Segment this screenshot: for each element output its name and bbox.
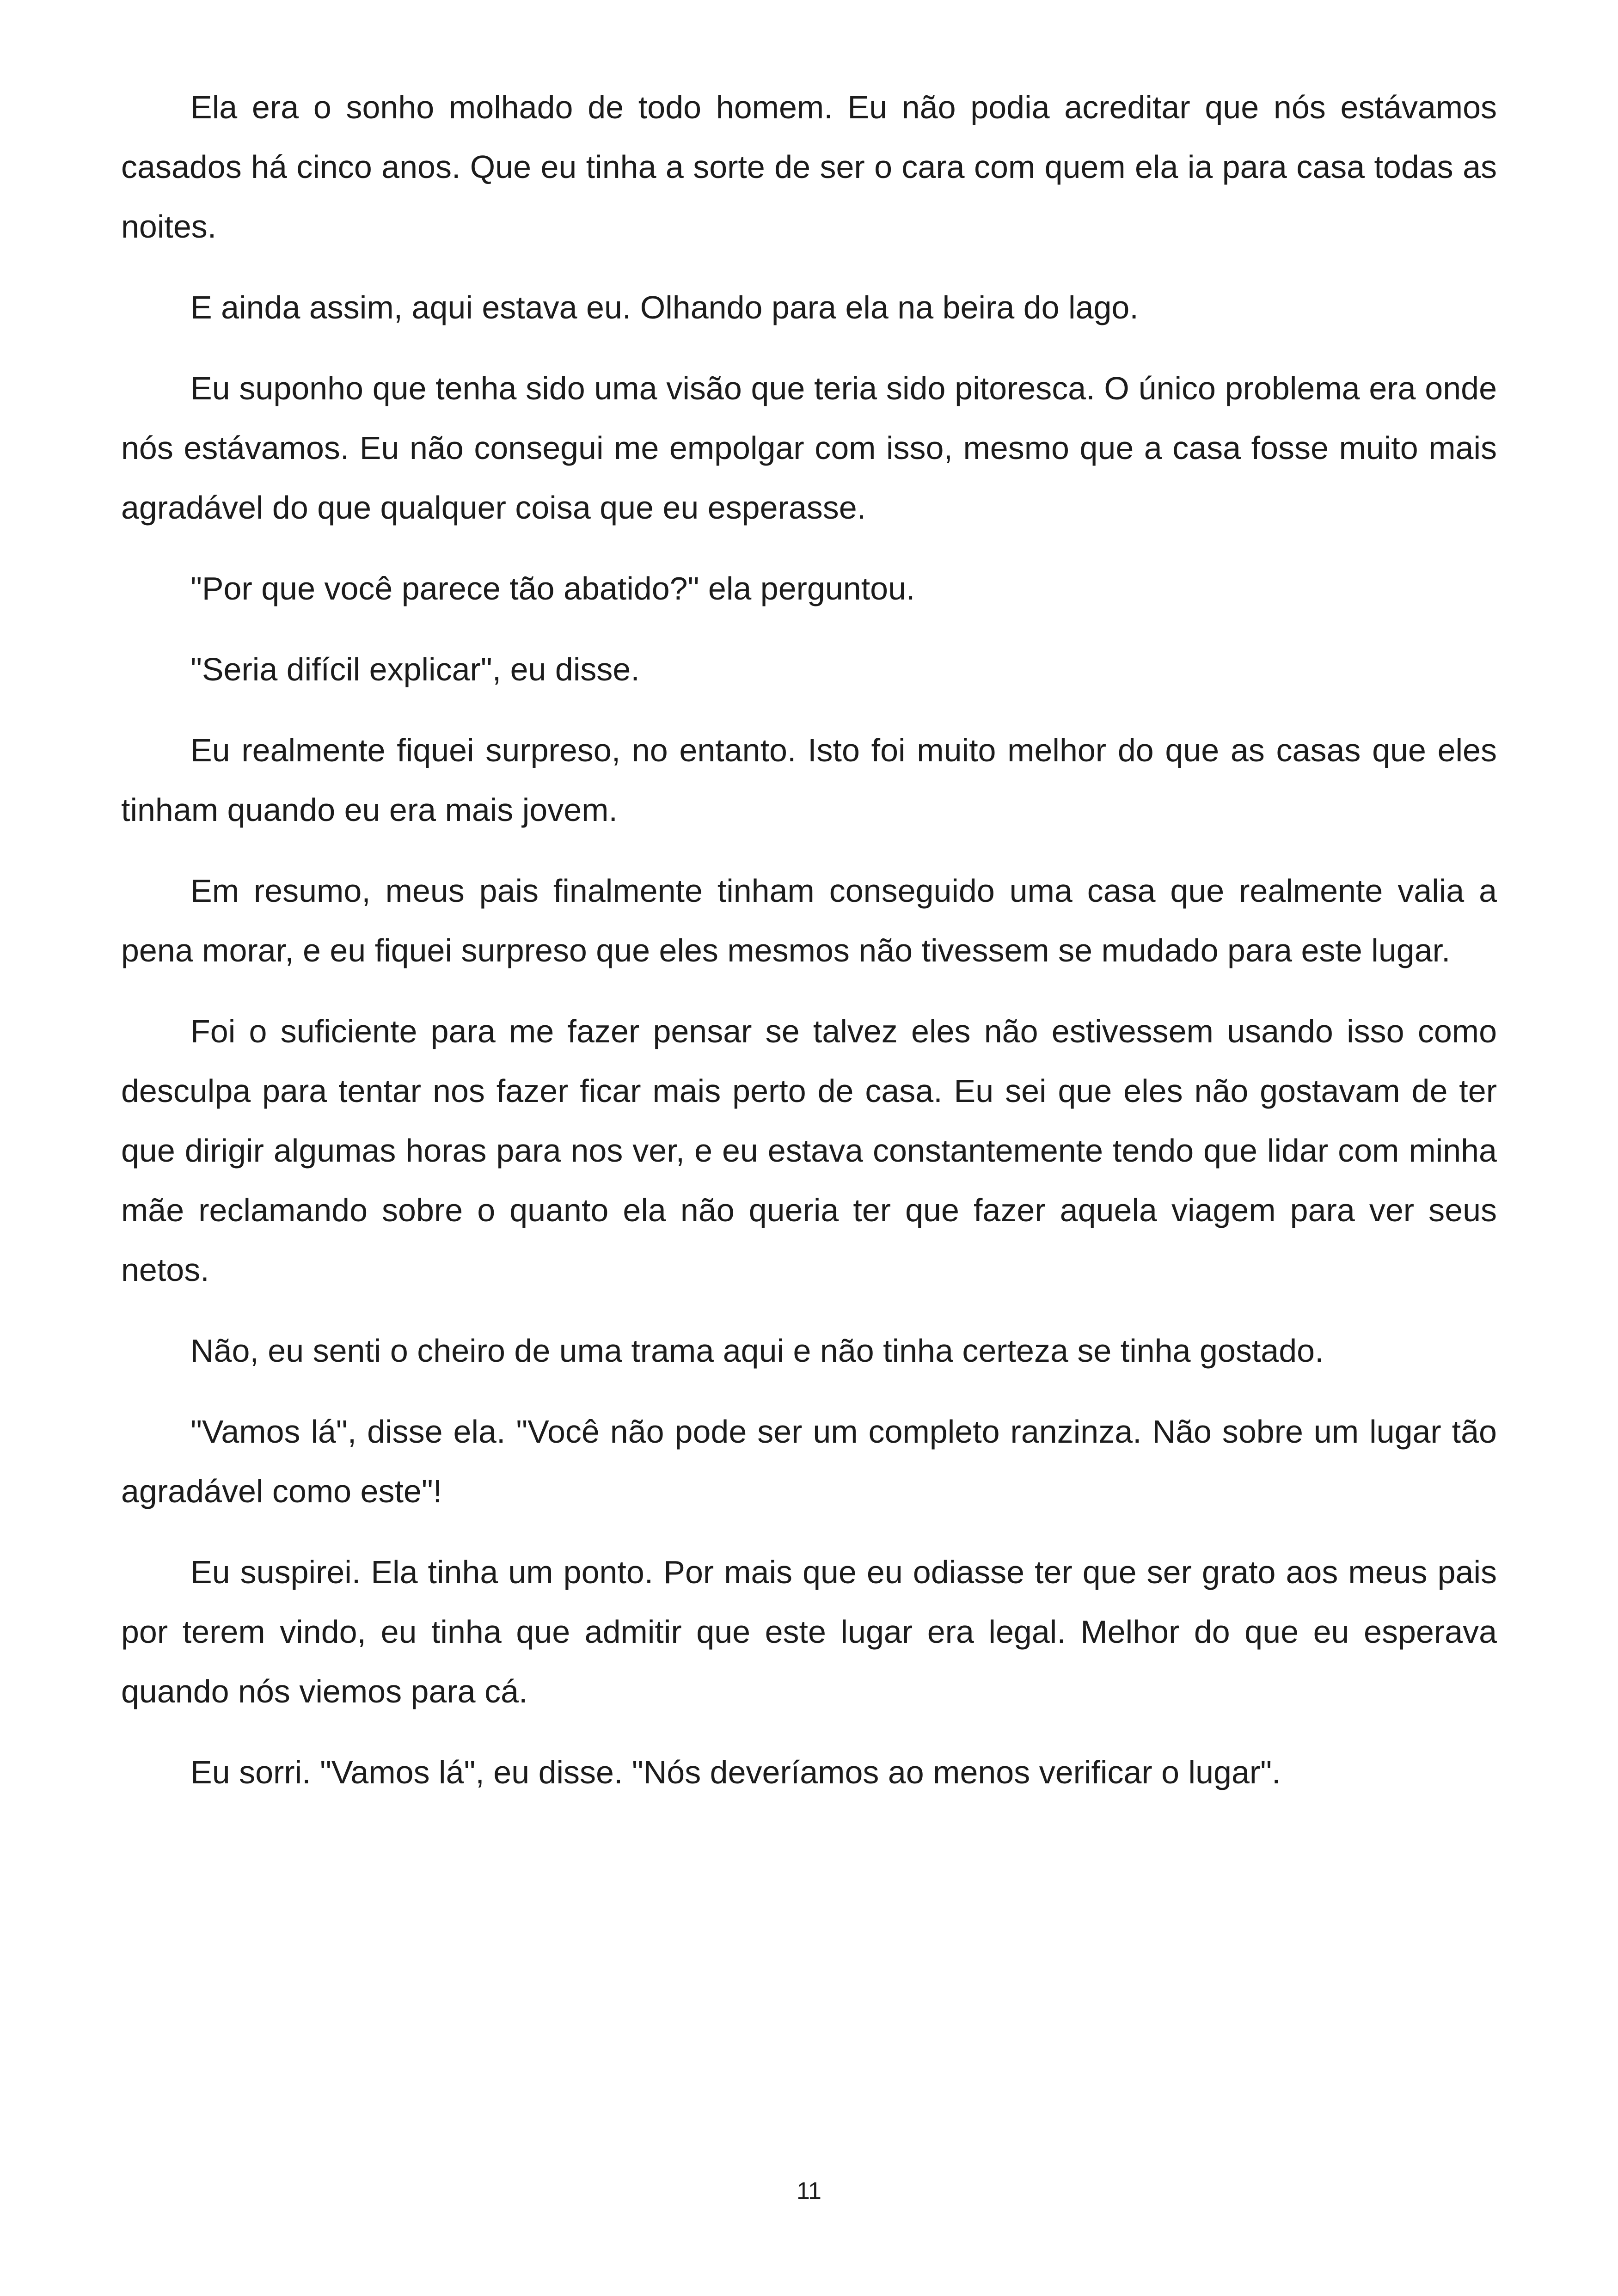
paragraph: "Seria difícil explicar", eu disse. bbox=[190, 651, 640, 687]
paragraph: Eu suspirei. Ela tinha um ponto. Por mais que eu odiasse ter que ser grato aos meus pais por terem vindo, eu tinha que admitir que este lugar era legal. Melhor do que eu esperava quando nós viemos para cá. bbox=[121, 1554, 1497, 1709]
paragraph: "Vamos lá", disse ela. "Você não pode ser um completo ranzinza. Não sobre um lugar tão agradável como este"! bbox=[121, 1414, 1497, 1509]
paragraph: E ainda assim, aqui estava eu. Olhando para ela na beira do lago. bbox=[190, 289, 1139, 325]
page-number: 11 bbox=[797, 2178, 821, 2204]
paragraph: Em resumo, meus pais finalmente tinham conseguido uma casa que realmente valia a pena morar, e eu fiquei surpreso que eles mesmos não tivessem se mudado para este lugar. bbox=[121, 873, 1497, 968]
paragraph: Foi o suficiente para me fazer pensar se talvez eles não estivessem usando isso como desculpa para tentar nos fazer ficar mais perto de casa. Eu sei que eles não gostavam de ter que dirigir algumas horas para nos ver, e eu estava constantemente tendo que lidar com minha mãe reclamando sobre o quanto ela não queria ter que fazer aquela viagem para ver seus netos. bbox=[121, 1013, 1497, 1288]
paragraph: Ela era o sonho molhado de todo homem. Eu não podia acreditar que nós estávamos casados há cinco anos. Que eu tinha a sorte de ser o cara com quem ela ia para casa todas as noites. bbox=[121, 89, 1497, 245]
paragraph: Não, eu senti o cheiro de uma trama aqui e não tinha certeza se tinha gostado. bbox=[190, 1333, 1324, 1369]
body-text bbox=[121, 78, 1497, 1824]
paragraph: Eu sorri. "Vamos lá", eu disse. "Nós deveríamos ao menos verificar o lugar". bbox=[190, 1754, 1281, 1790]
paragraph: "Por que você parece tão abatido?" ela perguntou. bbox=[190, 570, 915, 606]
paragraph: Eu suponho que tenha sido uma visão que teria sido pitoresca. O único problema era onde nós estávamos. Eu não consegui me empolgar com isso, mesmo que a casa fosse muito mais agradável do que qualquer coisa que eu esperasse. bbox=[121, 370, 1497, 526]
paragraph: Eu realmente fiquei surpreso, no entanto. Isto foi muito melhor do que as casas que eles tinham quando eu era mais jovem. bbox=[121, 732, 1497, 828]
